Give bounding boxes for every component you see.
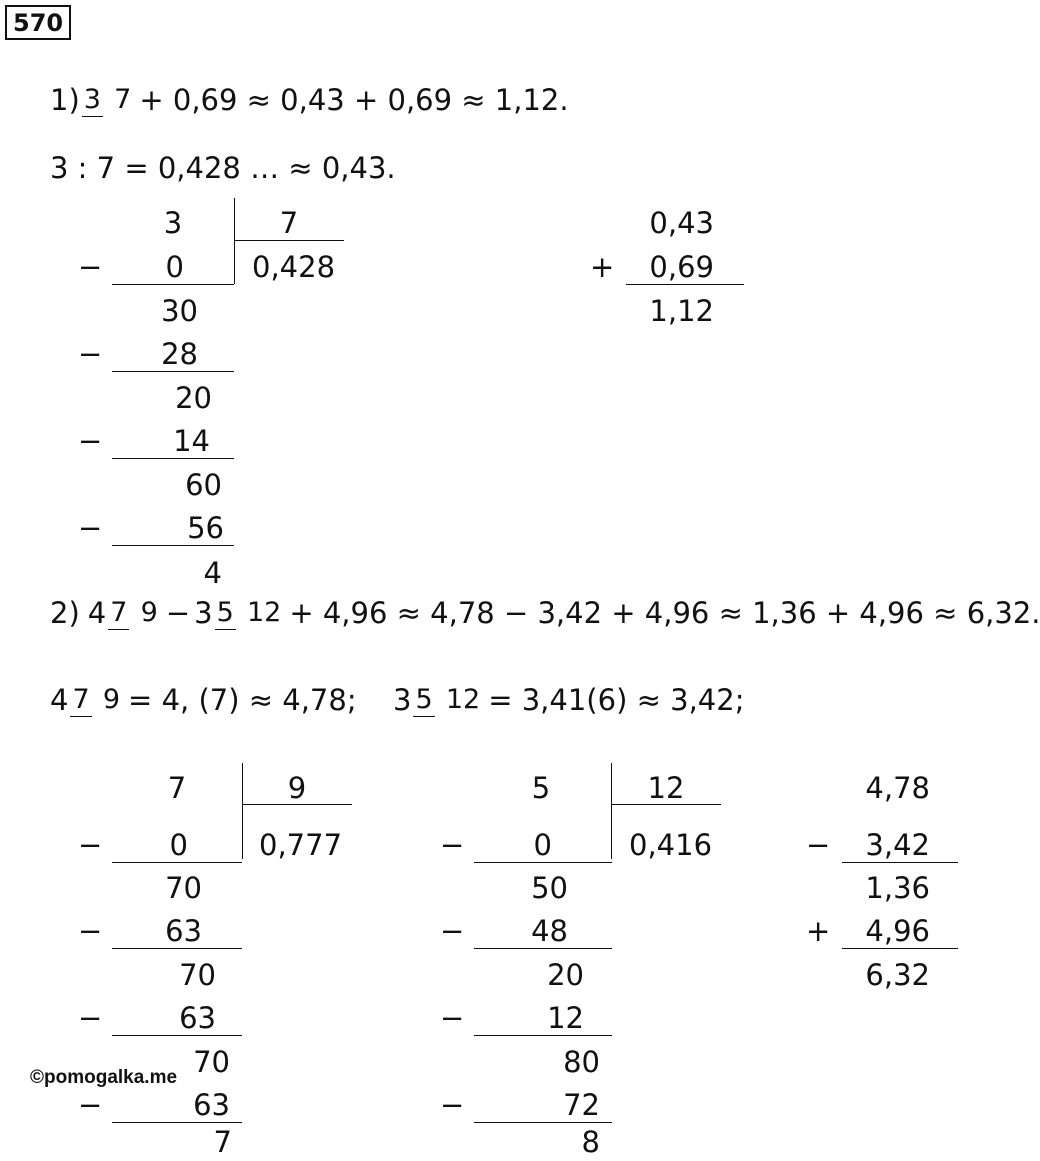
minus-sign: − [440,1088,465,1122]
step-value: 70 [179,958,216,992]
divisor: 9 [287,771,307,805]
sum: 6,32 [865,958,930,992]
watermark: ©pomogalka.me [30,1067,178,1088]
step-value: 20 [547,958,584,992]
sum-line [626,284,744,285]
part2-expression [50,596,1040,630]
step-value: 0 [169,828,188,862]
division-bracket-vertical [234,198,235,284]
step-value: 20 [175,381,212,415]
fraction-denominator: 12 [246,596,282,628]
step-value: 50 [531,871,568,905]
minus-sign: − [78,337,103,371]
fraction-numerator: 7 [72,683,90,715]
part1-expression-rest: + 0,69 ≈ 0,43 + 0,69 ≈ 1,12. [139,83,569,117]
step-line [112,862,242,863]
fraction-denominator: 7 [114,83,132,115]
mixed1-whole: 4 [87,596,107,630]
step-line [474,1122,612,1123]
step-value: 60 [185,468,222,502]
task-number-badge: 570 [5,5,71,40]
step-line [112,284,234,285]
minus-operator: − [165,596,191,630]
divisor: 12 [647,771,685,805]
sum: 1,12 [649,294,714,328]
minus-sign: − [78,250,103,284]
subtrahend: 3,42 [865,828,930,862]
division-bracket-vertical [611,763,612,859]
step-value: 63 [193,1088,230,1122]
step-value: 70 [165,871,202,905]
step-value: 63 [179,1001,216,1035]
minus-sign: − [78,1088,103,1122]
divisor: 7 [279,206,299,240]
mixed2-fraction [215,597,284,630]
step-value: 80 [563,1045,600,1079]
part1-division-line: 3 : 7 = 0,428 … ≈ 0,43. [50,151,396,185]
step-value: 72 [563,1088,600,1122]
step-line [474,1035,612,1036]
part1-label: 1) [50,83,80,117]
step-value: 28 [161,337,198,371]
step-value: 70 [193,1045,230,1079]
fraction-denominator: 9 [102,683,121,715]
step-value: 14 [173,424,210,458]
step-value: 0 [533,828,552,862]
conversion-2-result: = 3,41(6) ≈ 3,42; [488,683,745,717]
sum-line [842,948,958,949]
dividend: 5 [531,771,551,805]
step-line [474,948,612,949]
mixed2-whole: 3 [393,683,412,717]
addend-b: 0,69 [649,250,714,284]
mixed1-fraction [108,597,160,630]
minus-sign: − [78,914,103,948]
step-line [112,545,234,546]
step-value: 48 [531,914,568,948]
fraction-denominator: 9 [140,596,158,628]
part2-expression-rest: + 4,96 ≈ 4,78 − 3,42 + 4,96 ≈ 1,36 + 4,96 ≈ 6,32. [289,596,1040,630]
step-line [112,1035,242,1036]
minus-sign: − [78,828,103,862]
difference: 1,36 [865,871,930,905]
step-remainder: 8 [581,1125,600,1159]
minus-sign: − [78,511,103,545]
step-value: 63 [165,914,202,948]
minus-sign: − [440,828,465,862]
step-value: 30 [161,294,198,328]
step-remainder: 4 [203,556,222,590]
mixed2-fraction [413,684,482,717]
division-bracket-horizontal [234,240,344,241]
step-line [112,1122,242,1123]
minus-sign: − [78,424,103,458]
step-line [112,948,242,949]
difference-line [842,862,958,863]
addend-a: 0,43 [649,206,714,240]
step-line [112,371,234,372]
step-value: 12 [547,1001,584,1035]
fraction-numerator: 5 [216,596,234,628]
dividend: 3 [163,206,183,240]
quotient: 0,428 [252,250,336,284]
step-value: 0 [165,250,184,284]
minus-sign: − [440,914,465,948]
addend: 4,96 [865,914,930,948]
fraction-denominator: 12 [445,683,481,715]
step-remainder: 7 [213,1125,232,1159]
step-line [474,862,612,863]
mixed2-whole: 3 [194,596,213,630]
part1-fraction [82,84,134,117]
part2-conversion-2 [393,683,744,717]
minuend: 4,78 [865,771,930,805]
conversion-1-result: = 4, (7) ≈ 4,78; [128,683,357,717]
quotient: 0,416 [629,828,713,862]
plus-sign: + [590,250,615,284]
fraction-numerator: 5 [415,683,433,715]
part2-label: 2) [50,596,80,630]
mixed1-whole: 4 [50,683,69,717]
plus-sign: + [806,914,831,948]
fraction-numerator: 7 [110,596,128,628]
step-value: 56 [187,511,224,545]
mixed1-fraction [70,684,122,717]
quotient: 0,777 [259,828,343,862]
part1-expression [50,83,569,117]
step-line [112,458,234,459]
minus-sign: − [440,1001,465,1035]
fraction-numerator: 3 [83,83,101,115]
minus-sign: − [806,828,831,862]
dividend: 7 [167,771,187,805]
division-bracket-vertical [242,763,243,859]
minus-sign: − [78,1001,103,1035]
part2-conversion-1 [50,683,357,717]
